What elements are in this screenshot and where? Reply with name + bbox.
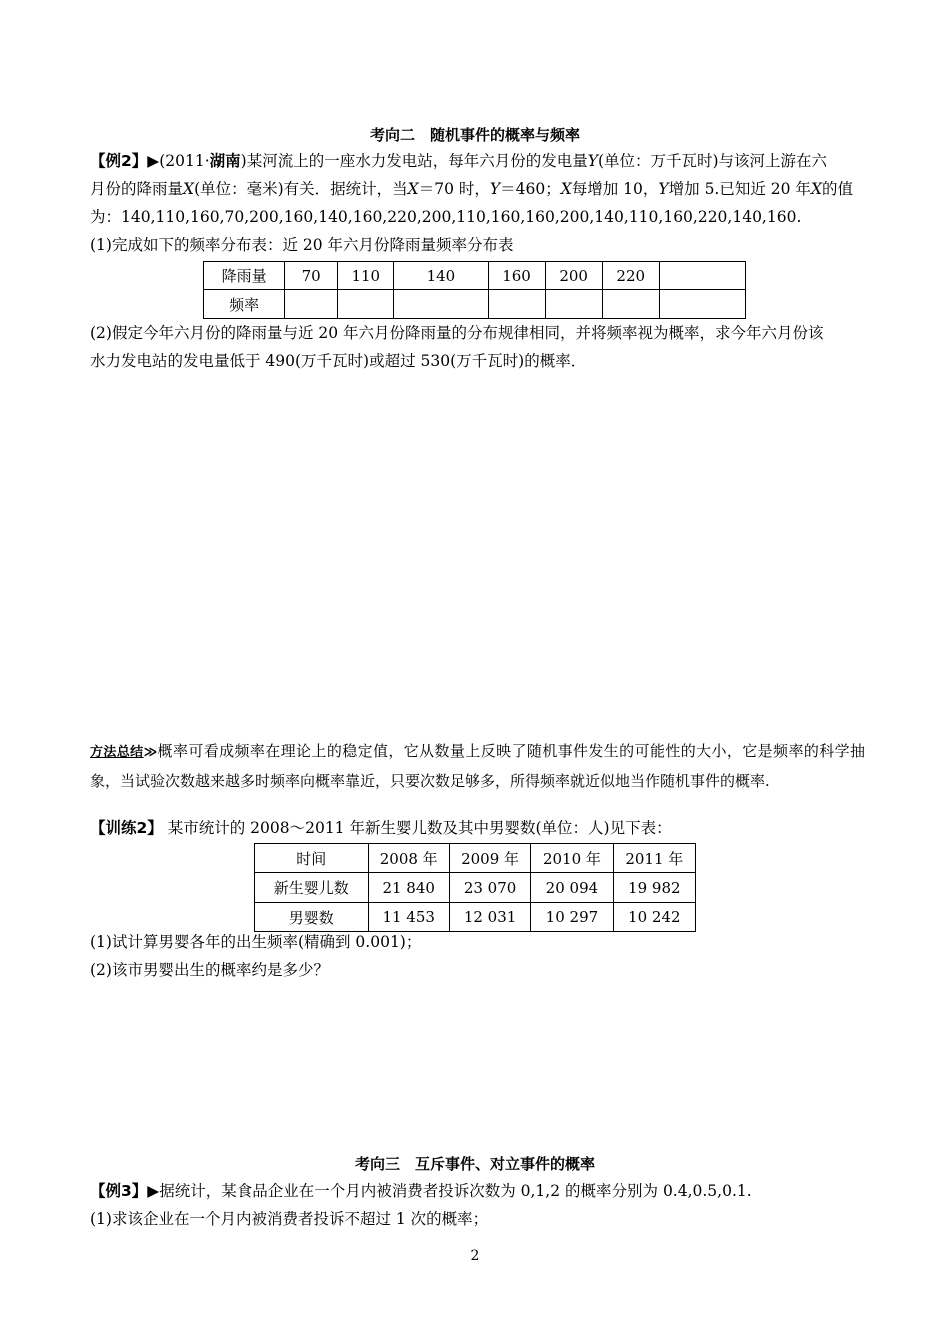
table-cell	[394, 290, 488, 319]
text-segment: (单位：毫米)有关．据统计，当	[194, 180, 408, 198]
variable: X	[810, 180, 822, 198]
variable: X	[560, 180, 572, 198]
table-row	[255, 903, 696, 932]
table-cell: 10 242	[613, 903, 695, 932]
text-segment: ＝70 时，	[418, 180, 490, 198]
method-summary	[90, 737, 865, 795]
births-table	[254, 843, 696, 932]
text-segment: )某河流上的一座水力发电站，每年六月份的发电量	[240, 152, 588, 170]
example3-line	[90, 1180, 752, 1202]
table-cell: 2011 年	[613, 844, 695, 873]
example2-line3: 为：140,110,160,70,200,160,140,160,220,200,110,160,160,200,140,110,160,220,140,160.	[90, 208, 802, 226]
example-label: 【例3】	[90, 1182, 148, 1200]
table-cell	[545, 290, 602, 319]
table-row	[204, 290, 746, 319]
table-cell: 110	[338, 262, 394, 290]
table-cell: 11 453	[368, 903, 449, 932]
variable: X	[183, 180, 195, 198]
table-cell: 降雨量	[204, 262, 285, 290]
table-cell	[338, 290, 394, 319]
table-cell: 新生婴儿数	[255, 873, 369, 903]
table-cell	[659, 290, 745, 319]
arrow-icon: ▶	[147, 152, 160, 170]
variable: Y	[587, 152, 598, 170]
table-cell: 20 094	[531, 873, 613, 903]
example2-question1: (1)完成如下的频率分布表：近 20 年六月份降雨量频率分布表	[90, 236, 514, 254]
variable: Y	[489, 180, 501, 198]
table-cell: 70	[285, 262, 338, 290]
example3-text: 据统计，某食品企业在一个月内被消费者投诉次数为 0,1,2 的概率分别为 0.4,0.5,0.1.	[159, 1182, 752, 1200]
chevrons-icon: ≫	[143, 745, 158, 760]
method-summary-text: 概率可看成频率在理论上的稳定值，它从数量上反映了随机事件发生的可能性的大小，它是频率的科学抽象，当试验次数越来越多时频率向概率靠近，只要次数足够多，所得频率就近似地当作随机事件的概率.	[90, 742, 865, 790]
table-cell: 2008 年	[368, 844, 449, 873]
table-cell: 200	[545, 262, 602, 290]
table-cell: 21 840	[368, 873, 449, 903]
training2-question1: (1)试计算男婴各年的出生频率(精确到 0.001)；	[90, 933, 422, 951]
table-row	[255, 844, 696, 873]
table-cell	[488, 290, 545, 319]
example-label: 【例2】	[90, 152, 148, 170]
text-segment: 增加 5.已知近 20 年	[668, 180, 811, 198]
example3-question1: (1)求该企业在一个月内被消费者投诉不超过 1 次的概率；	[90, 1210, 489, 1228]
table-cell	[602, 290, 659, 319]
text-segment: 的值	[821, 180, 853, 198]
source-prefix: (2011·	[159, 152, 210, 170]
table-cell: 220	[602, 262, 659, 290]
table-cell: 时间	[255, 844, 369, 873]
example2-line2	[90, 178, 853, 200]
table-cell: 男婴数	[255, 903, 369, 932]
text-segment: (单位：万千瓦时)与该河上游在六	[597, 152, 828, 170]
table-row	[255, 873, 696, 903]
training-text: 某市统计的 2008～2011 年新生婴儿数及其中男婴数(单位：人)见下表：	[162, 819, 672, 837]
table-cell: 12 031	[449, 903, 530, 932]
table-cell: 23 070	[449, 873, 530, 903]
frequency-table	[203, 261, 746, 319]
table-cell: 2010 年	[531, 844, 613, 873]
example2-question2-line2: 水力发电站的发电量低于 490(万千瓦时)或超过 530(万千瓦时)的概率．	[90, 352, 587, 370]
table-cell: 频率	[204, 290, 285, 319]
method-summary-label: 方法总结	[90, 745, 144, 760]
training-label: 【训练2】	[90, 819, 163, 837]
example2-line1	[90, 150, 827, 172]
training2-line	[90, 817, 672, 839]
text-segment: 每增加 10，	[571, 180, 659, 198]
variable: X	[407, 180, 419, 198]
table-cell	[659, 262, 745, 290]
table-cell: 10 297	[531, 903, 613, 932]
table-cell	[285, 290, 338, 319]
section-heading-2: 考向二 随机事件的概率与频率	[369, 126, 580, 144]
page-number: 2	[470, 1248, 480, 1264]
table-cell: 160	[488, 262, 545, 290]
training2-question2: (2)该市男婴出生的概率约是多少？	[90, 961, 329, 979]
example2-question2-line1: (2)假定今年六月份的降雨量与近 20 年六月份降雨量的分布规律相同，并将频率视为概率，求今年六月份该	[90, 324, 824, 342]
table-row	[204, 262, 746, 290]
text-segment: 月份的降雨量	[90, 180, 184, 198]
table-cell: 19 982	[613, 873, 695, 903]
table-cell: 2009 年	[449, 844, 530, 873]
arrow-icon: ▶	[147, 1182, 160, 1200]
table-cell: 140	[394, 262, 488, 290]
text-segment: ＝460；	[500, 180, 561, 198]
variable: Y	[658, 180, 669, 198]
source-region: 湖南	[209, 152, 241, 170]
section-heading-3: 考向三 互斥事件、对立事件的概率	[354, 1155, 595, 1173]
